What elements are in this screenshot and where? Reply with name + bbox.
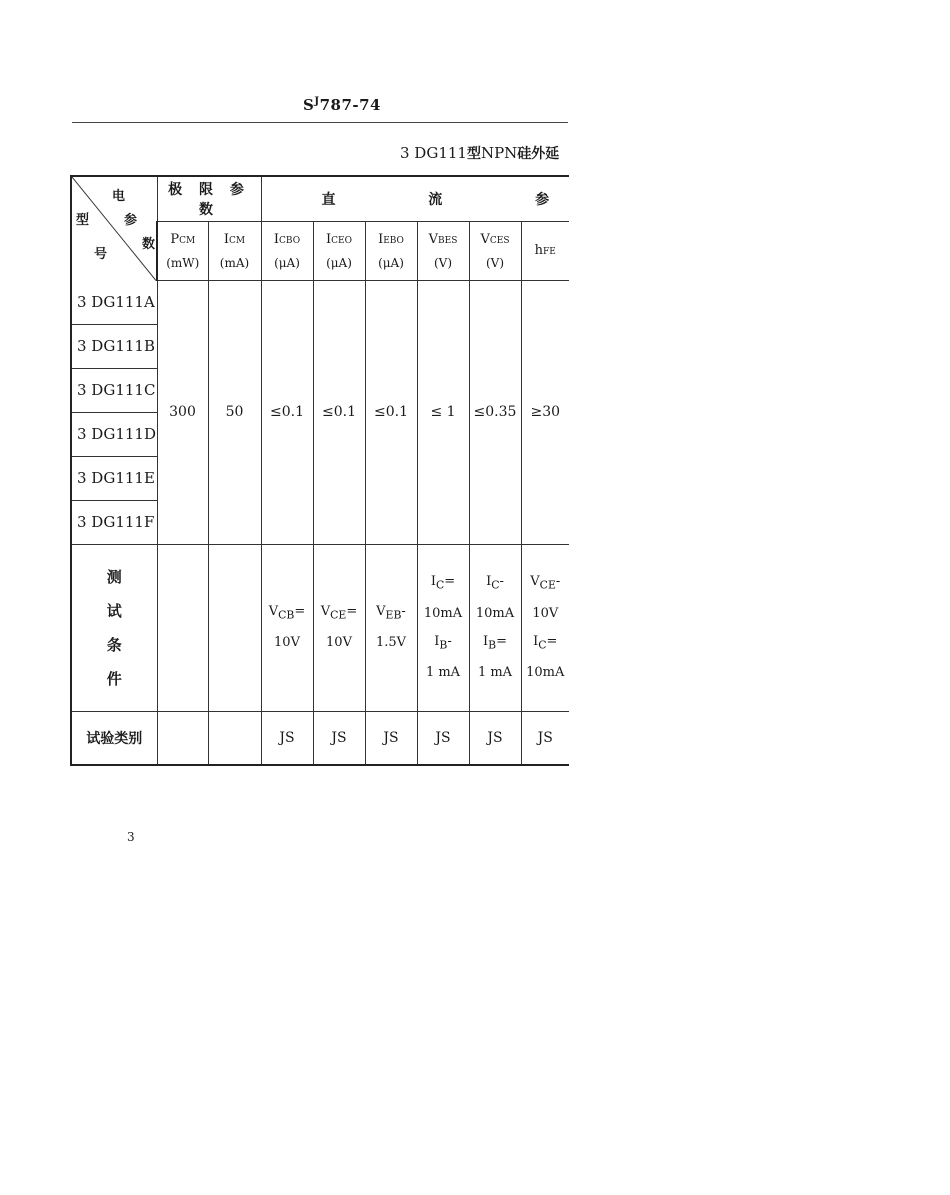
group-limit-params: 极 限 参 数 <box>157 176 261 222</box>
param-symbol: ICBO <box>273 231 301 247</box>
param-header-cell <box>417 222 469 281</box>
test-condition <box>417 544 469 711</box>
param-subscript: CM <box>179 235 196 246</box>
param-unit: (μA) <box>274 255 300 270</box>
test-condition <box>313 544 365 711</box>
header-rule <box>72 122 568 123</box>
test-category <box>208 711 261 765</box>
spec-table <box>70 175 569 766</box>
condition-line: 10V <box>274 635 300 651</box>
param-header-cell <box>157 222 208 281</box>
condition-line: 10mA <box>423 605 463 621</box>
corner-label-mid2: 数 <box>142 237 156 252</box>
test-category <box>157 711 208 765</box>
table-title <box>400 143 559 163</box>
param-unit: (mA) <box>219 255 250 270</box>
param-value: 50 <box>208 281 261 545</box>
param-header-cell <box>261 222 313 281</box>
param-symbol: PCM <box>170 231 196 247</box>
doc-code-sup: J <box>314 96 320 107</box>
title-type: 型 <box>466 146 481 162</box>
condition-line: $V_{CE}-$ <box>530 573 561 592</box>
param-value: ≤0.35 <box>469 281 521 545</box>
test-condition <box>469 544 521 711</box>
condition-label-char: 测 <box>106 567 122 586</box>
test-condition <box>208 544 261 711</box>
condition-line: $I_C-$ <box>486 573 504 592</box>
category-label: 试验类别 <box>71 711 157 765</box>
condition-line: 10V <box>326 635 352 651</box>
param-value: ≤0.1 <box>365 281 417 545</box>
test-category: JS <box>417 711 469 765</box>
condition-line: $V_{EB}-$ <box>376 603 406 622</box>
model-name: 3 DG111E <box>71 456 157 500</box>
test-category-row <box>71 711 569 765</box>
table-row <box>71 281 569 325</box>
test-category: JS <box>365 711 417 765</box>
param-unit: (mW) <box>166 255 200 270</box>
condition-line: $I_B=$ <box>482 633 507 652</box>
test-condition <box>157 544 208 711</box>
param-symbol: VBES <box>428 231 458 247</box>
condition-line: 10V <box>532 605 559 621</box>
param-unit: (μA) <box>326 255 352 270</box>
param-value: ≥30 <box>521 281 569 545</box>
group-dc-b: 流 <box>428 192 449 208</box>
param-value: ≤0.1 <box>261 281 313 545</box>
doc-code-number: 787-74 <box>319 96 381 114</box>
condition-label-char: 件 <box>106 669 122 688</box>
param-unit: (V) <box>485 255 505 270</box>
model-name: 3 DG111D <box>71 412 157 456</box>
condition-line: 1 mA <box>425 665 461 681</box>
param-symbol: IEBO <box>378 231 404 247</box>
condition-line: $V_{CE}=$ <box>320 603 358 622</box>
condition-line: $V_{CB}=$ <box>268 603 306 622</box>
condition-line: 1 mA <box>477 665 513 681</box>
corner-cell <box>71 176 157 281</box>
model-name: 3 DG111B <box>71 324 157 368</box>
param-symbol: ICEO <box>326 231 352 247</box>
corner-label-left1: 型 <box>76 213 90 228</box>
test-category: JS <box>313 711 365 765</box>
param-header-cell <box>313 222 365 281</box>
condition-line: $I_C=$ <box>533 633 558 652</box>
model-name: 3 DG111A <box>71 281 157 325</box>
condition-line: $I_B-$ <box>434 633 452 652</box>
param-value: ≤ 1 <box>417 281 469 545</box>
condition-label-char: 试 <box>106 601 122 620</box>
param-subscript: CEO <box>331 235 352 246</box>
test-category: JS <box>469 711 521 765</box>
condition-line: 1.5V <box>375 635 407 651</box>
param-subscript: EBO <box>383 235 404 246</box>
param-value: 300 <box>157 281 208 545</box>
condition-label-char: 条 <box>106 635 122 654</box>
test-category: JS <box>261 711 313 765</box>
param-header-cell <box>208 222 261 281</box>
group-dc-c: 参 <box>535 192 556 208</box>
test-category: JS <box>521 711 569 765</box>
param-value: ≤0.1 <box>313 281 365 545</box>
param-subscript: CES <box>489 235 510 246</box>
condition-label <box>71 544 157 711</box>
param-subscript: BES <box>438 235 458 246</box>
title-suffix: 硅外延 <box>517 146 560 162</box>
param-unit: (μA) <box>378 255 404 270</box>
param-subscript: CBO <box>279 235 301 246</box>
param-subscript: CM <box>229 235 246 246</box>
group-dc-params <box>261 176 569 222</box>
condition-line: 10mA <box>475 605 515 621</box>
group-dc-a: 直 <box>321 192 342 208</box>
corner-label-left2: 号 <box>94 247 108 262</box>
param-header-cell <box>365 222 417 281</box>
param-header-cell <box>469 222 521 281</box>
param-symbol: hFE <box>534 242 556 258</box>
title-npn: NPN <box>480 144 518 162</box>
model-name: 3 DG111F <box>71 500 157 544</box>
param-symbol: VCES <box>480 231 510 247</box>
condition-line: $I_C=$ <box>430 573 456 592</box>
condition-line: 10mA <box>526 665 565 681</box>
document-code <box>303 96 381 114</box>
test-condition <box>365 544 417 711</box>
test-condition <box>261 544 313 711</box>
param-subscript: FE <box>543 246 556 257</box>
doc-code-prefix: S <box>303 96 315 114</box>
test-condition-row <box>71 544 569 711</box>
corner-label-top: 电 <box>112 189 126 204</box>
test-condition <box>521 544 569 711</box>
model-name: 3 DG111C <box>71 368 157 412</box>
param-symbol: ICM <box>223 231 246 247</box>
title-model: 3 DG111 <box>400 144 467 162</box>
param-header-cell <box>521 222 569 281</box>
page-number: 3 <box>127 830 135 844</box>
param-unit: (V) <box>433 255 453 270</box>
corner-label-mid1: 参 <box>124 213 138 228</box>
